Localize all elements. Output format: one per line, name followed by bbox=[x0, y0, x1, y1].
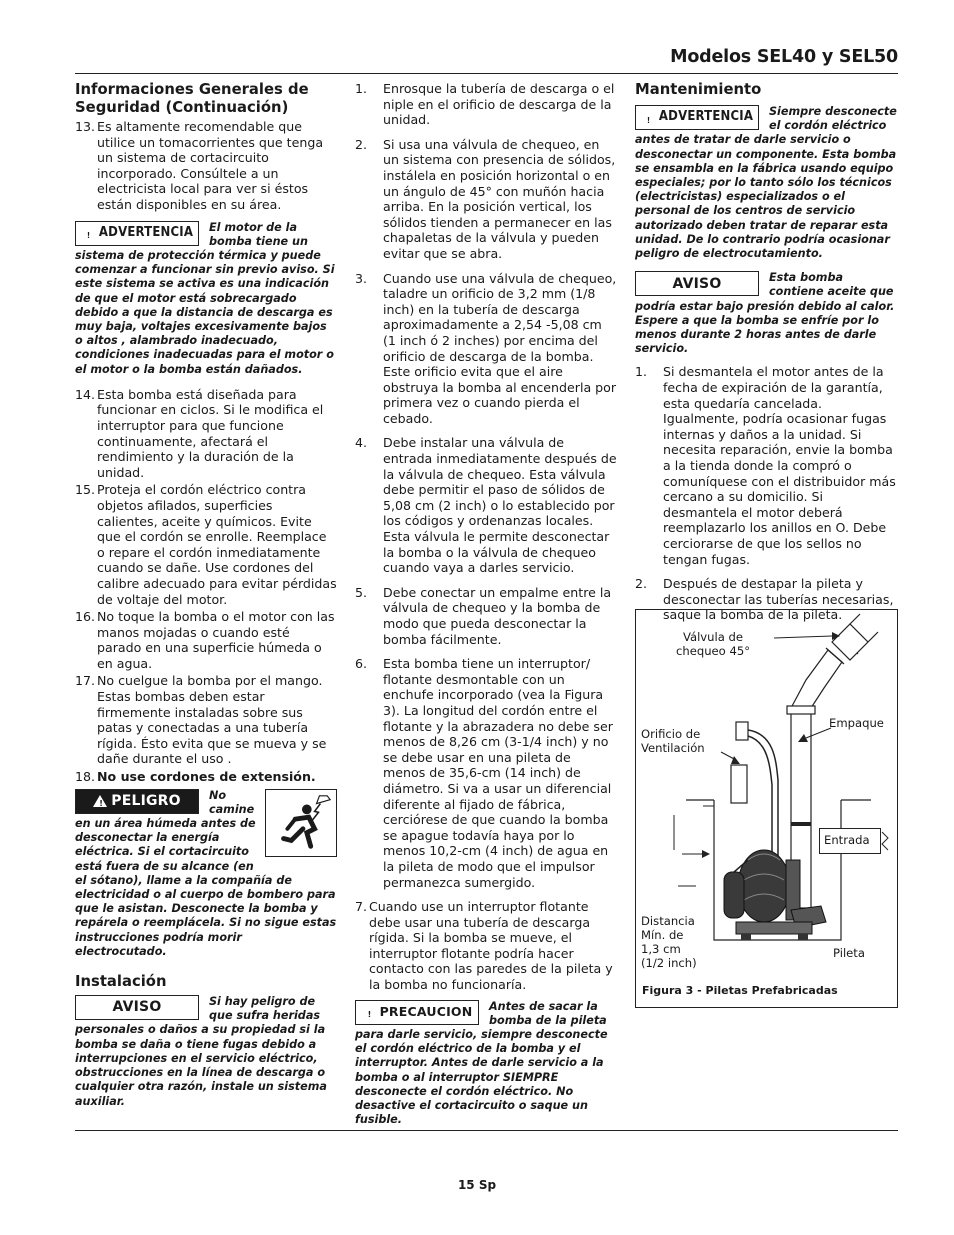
section-heading-safety: Informaciones Generales de Seguridad (Continuación) bbox=[75, 81, 309, 116]
list-item: 3. Cuando use una válvula de chequeo, taladre un orificio de 3,2 mm (1/8 inch) en la tubería de descarga aproximadamente a 2,54 -5,08 cm (1 inch ó 2 inches) por encima del orificio de descarga de la bomba. Este orificio evita que el aire obstruya la bomba al encenderla por primera vez o cuando pierda el cebado. bbox=[355, 270, 617, 426]
section-heading-install: Instalación bbox=[75, 973, 167, 991]
aviso-badge: AVISO bbox=[75, 995, 199, 1020]
section-heading-maintenance: Mantenimiento bbox=[635, 81, 762, 98]
list-item: 18. No use cordones de extensión. bbox=[75, 769, 316, 785]
label-vent: Orificio de Ventilación bbox=[641, 727, 705, 755]
page-title: Modelos SEL40 y SEL50 bbox=[670, 47, 898, 67]
list-item: 15. Proteja el cordón eléctrico contra objetos afilados, superficies calientes, aceite y químicos. Evite que el cordón se enrolle. Reemplace o repare el cordón inmediatamente cuando se dañe. Use cordones del calibre adecuado para evitar pérdidas de voltaje del motor. bbox=[75, 482, 337, 607]
caution-block: ! PRECAUCION Antes de sacar la bomba de la pileta para darle servicio, siempre desconecte el cordón eléctrico de la bomba y el interruptor. Antes de darle servicio a la bomba o al interruptor SIEMPRE desconecte el cordón eléctrico. No desactive el cortacircuito o saque un fusible. bbox=[355, 999, 608, 1127]
list-item: 16. No toque la bomba o el motor con las manos mojadas o cuando esté parado en una superficie húmeda o en agua. bbox=[75, 609, 335, 671]
list-item: 13. Es altamente recomendable que utilice un tomacorrientes que tenga un sistema de cortacircuito incorporado. Consúltele a un electricista local para ver si éstos están disponibles en su área. bbox=[75, 119, 324, 212]
bottom-rule bbox=[75, 1130, 898, 1131]
top-rule bbox=[75, 73, 898, 74]
page-number: 15 Sp bbox=[457, 1178, 497, 1192]
advertencia-badge: ! ADVERTENCIA bbox=[635, 105, 759, 130]
label-empaque: Empaque bbox=[829, 716, 884, 730]
warning-triangle-icon: ! bbox=[93, 795, 107, 807]
warning-block-maintenance: ! ADVERTENCIA Siempre desconecte el cordón eléctrico antes de tratar de darle servicio o desconectar un componente. Esta bomba se ensambla en la fábrica usando equipo especiales; por lo tanto sólo los técnicos (electricistas) especializados o el personal de los centros de servicio autorizado deben tratar de reparar esta unidad. De lo contrario podría ocasionar peligro de electrocutamiento. bbox=[635, 105, 897, 261]
list-item: 4. Debe instalar una válvula de entrada inmediatamente después de la válvula de chequeo. Esta válvula debe permitir el paso de sólidos de 5,08 cm (2 inch) o lo establecido por los códigos y ordenanzas locales. Esta válvula le permite desconectar la bomba o la válvula de chequeo cuando vaya a darles servicio. bbox=[355, 435, 617, 576]
list-item: 2. Después de destapar la pileta y desconectar las tuberías necesarias, saque la bomba de la pileta. bbox=[635, 576, 894, 623]
aviso-badge: AVISO bbox=[635, 271, 759, 296]
list-item: 2. Si usa una válvula de chequeo, en un sistema con presencia de sólidos, instálela en posición horizontal o en un ángulo de 45° con muñón hacia arriba. En la posición vertical, los sólidos tienden a permanecer en las chapaletas de la válvula y pueden evitar que se abra. bbox=[355, 136, 616, 261]
precaucion-badge: ! PRECAUCION bbox=[355, 1000, 479, 1025]
label-pileta: Pileta bbox=[833, 946, 865, 960]
list-item: 1. Si desmantela el motor antes de la fecha de expiración de la garantía, esta quedaría cancelada. Igualmente, podría ocasionar fugas internas y daños a la unidad. Si necesita reparación, envie la bomba a la tienda donde la compró o comuníquese con el distribuidor más cercano a su domicilio. Si desmantela el motor deberá reemplazarlo los anillos en O. Debe cerciorarse de que los sellos no tengan fugas. bbox=[635, 364, 896, 567]
label-valve: Válvula de chequeo 45° bbox=[675, 630, 751, 658]
column-right bbox=[635, 81, 897, 632]
figure-caption: Figura 3 - Piletas Prefabricadas bbox=[642, 984, 838, 997]
list-item: 7. Cuando use un interruptor flotante debe usar una tubería de descarga rígida. Si la bomba se mueve, el interruptor flotante podría hacer contacto con las paredes de la pileta y la bomba no funcionaría. bbox=[355, 899, 613, 993]
list-item: 17. No cuelgue la bomba por el mango. Estas bombas deben estar firmemente instaladas sobre sus patas y conectadas a una tubería rígida. Ésto evita que se mueva y se dañe durante el uso . bbox=[75, 673, 327, 767]
list-item: 1. Enrosque la tubería de descarga o el niple en el orificio de descarga de la unidad. bbox=[355, 81, 615, 128]
warning-triangle-icon: ! bbox=[362, 1006, 376, 1018]
notice-block-install: AVISO Si hay peligro de que sufra heridas personales o daños a su propiedad si la bomba se daña o tiene fugas debido a interrupciones en el servicio eléctrico, obstrucciones en la línea de descarga o cualquier otra razón, instale un sistema auxiliar. bbox=[75, 995, 327, 1108]
advertencia-badge: ! ADVERTENCIA bbox=[75, 221, 199, 246]
label-entrada: Entrada bbox=[819, 828, 881, 854]
danger-block: ! PELIGRO No camine en un área húmeda antes de desconectar la energía eléctrica. Si el cortacircuito está fuera de su alcance (en el sótano), llame a la compañía de electricidad o al cuerpo de bombero para que le asistan. Desconecte la bomba y repárela o reemplácela. Si no sigue estas instrucciones podría morir electrocutado. bbox=[75, 788, 337, 958]
warning-block-motor: ! ADVERTENCIA El motor de la bomba tiene un sistema de protección térmica y puede comenzar a funcionar sin previo aviso. Si este sistema se activa es una indicación de que el motor está sobrecargado debido a que la distancia de descarga es muy baja, voltajes excesivamente bajos o altos , alambrado inadecuado, condiciones inadecuadas para el motor o el motor o la bomba están dañados. bbox=[75, 220, 335, 376]
electric-shock-icon bbox=[265, 789, 337, 857]
list-item: 6. Esta bomba tiene un interruptor/ flotante desmontable con un enchufe incorporado (vea la Figura 3). La longitud del cordón entre el flotante y la abrazadera no debe ser menos de 8,26 cm (3-1/4 inch) y no se debe usar en una pileta de menos de 35,6-cm (14 inch) de diámetro. Si va a usar un diferencial diferente al fijado de fábrica, cerciórese de que cuando la bomba se apague todavía haya por lo menos 10,2-cm (4 inch) de agua en la pileta de modo que el impulsor permanezca sumergido. bbox=[355, 656, 613, 890]
peligro-badge: ! PELIGRO bbox=[75, 789, 199, 814]
figure-3-sump-diagram bbox=[635, 609, 898, 1008]
list-item: 14. Esta bomba está diseñada para funcionar en ciclos. Si le modifica el interruptor para que funcione continuamente, afectará el rendimiento y la duración de la unidad. bbox=[75, 386, 324, 480]
column-middle bbox=[355, 81, 617, 1137]
warning-triangle-icon: ! bbox=[81, 227, 95, 239]
warning-triangle-icon: ! bbox=[641, 112, 655, 124]
notice-block-oil: AVISO Esta bomba contiene aceite que podría estar bajo presión debido al calor. Espere a que la bomba se enfríe por lo menos durante 2 horas antes de darle servicio. bbox=[635, 271, 895, 356]
list-item: 5. Debe conectar un empalme entre la válvula de chequeo y la bomba de modo que pueda desconectar la bomba fácilmente. bbox=[355, 584, 612, 647]
label-distancia: Distancia Mín. de 1,3 cm (1/2 inch) bbox=[641, 914, 697, 970]
column-left bbox=[75, 81, 337, 1119]
